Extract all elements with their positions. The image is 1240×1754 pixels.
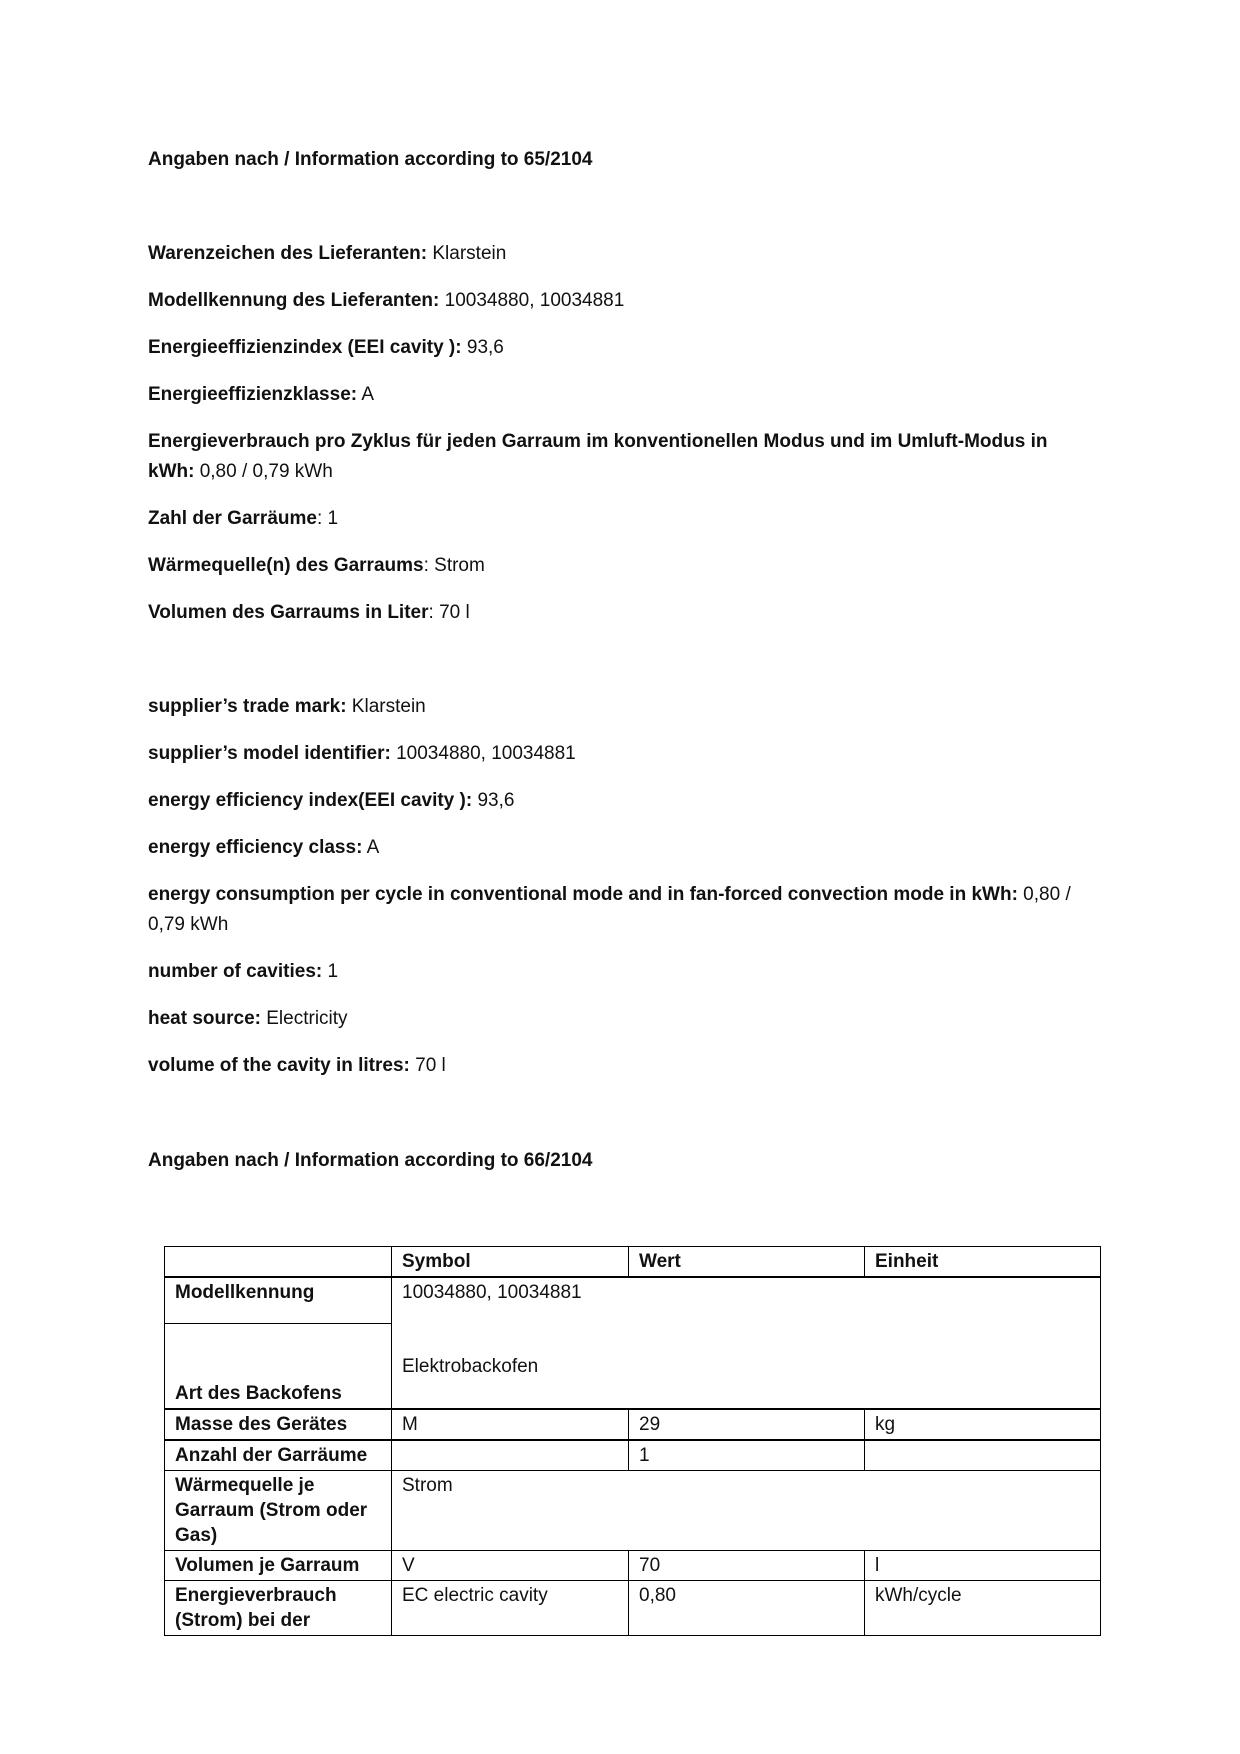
de-field-volume: Volumen des Garraums in Liter: 70 l xyxy=(148,602,470,623)
table-row-modellkennung-art xyxy=(165,1277,1101,1409)
symbol-energieverbrauch: EC electric cavity xyxy=(392,1581,629,1636)
label-art-des-backofens: Art des Backofens xyxy=(175,1383,342,1404)
label-energieverbrauch: Energieverbrauch (Strom) bei der xyxy=(165,1581,392,1636)
en-field-model-identifier: supplier’s model identifier: 10034880, 10034881 xyxy=(148,743,576,764)
section-heading-66-2104: Angaben nach / Information according to 66/2104 xyxy=(148,1150,593,1171)
label-waermequelle: Wärmequelle je Garraum (Strom oder Gas) xyxy=(165,1471,392,1551)
wert-volumen: 70 xyxy=(629,1551,865,1581)
label-art-wrapper xyxy=(165,1324,391,1408)
label-modellkennung: Modellkennung xyxy=(165,1278,391,1324)
wert-anzahl: 1 xyxy=(629,1440,865,1471)
symbol-volumen: V xyxy=(392,1551,629,1581)
de-field-energy-class: Energieeffizienzklasse: A xyxy=(148,384,374,405)
section-heading-65-2104: Angaben nach / Information according to 65/2104 xyxy=(148,149,593,170)
en-field-heat-source: heat source: Electricity xyxy=(148,1008,348,1029)
value-modellkennung: 10034880, 10034881 xyxy=(402,1282,582,1303)
specification-table xyxy=(164,1246,1101,1636)
header-cell-symbol: Symbol xyxy=(392,1247,629,1278)
en-field-volume: volume of the cavity in litres: 70 l xyxy=(148,1055,446,1076)
einheit-masse: kg xyxy=(865,1409,1101,1440)
einheit-volumen: l xyxy=(865,1551,1101,1581)
label-cell-split xyxy=(165,1277,392,1409)
en-field-trade-mark: supplier’s trade mark: Klarstein xyxy=(148,696,426,717)
table-row-anzahl xyxy=(165,1440,1101,1471)
header-cell-empty xyxy=(165,1247,392,1278)
en-field-energy-consumption: energy consumption per cycle in conventional mode and in fan-forced convection mode in kWh: 0,80 / 0,79 kWh xyxy=(148,884,1071,935)
de-field-heat-source: Wärmequelle(n) des Garraums: Strom xyxy=(148,555,485,576)
table-row-volumen xyxy=(165,1551,1101,1581)
table-row-masse xyxy=(165,1409,1101,1440)
value-art-des-backofens: Elektrobackofen xyxy=(402,1356,539,1377)
en-field-energy-class: energy efficiency class: A xyxy=(148,837,380,858)
table-row-waermequelle xyxy=(165,1471,1101,1551)
de-field-eei: Energieeffizienzindex (EEI cavity ): 93,6 xyxy=(148,337,504,358)
en-field-cavities: number of cavities: 1 xyxy=(148,961,339,982)
table-header-row xyxy=(165,1247,1101,1278)
symbol-anzahl xyxy=(392,1440,629,1471)
einheit-energieverbrauch: kWh/cycle xyxy=(865,1581,1101,1636)
table-row-energieverbrauch xyxy=(165,1581,1101,1636)
wert-masse: 29 xyxy=(629,1409,865,1440)
wert-energieverbrauch: 0,80 xyxy=(629,1581,865,1636)
symbol-masse: M xyxy=(392,1409,629,1440)
en-field-eei: energy efficiency index(EEI cavity ): 93,6 xyxy=(148,790,515,811)
de-field-trade-mark: Warenzeichen des Lieferanten: Klarstein xyxy=(148,243,507,264)
label-masse: Masse des Gerätes xyxy=(165,1409,392,1440)
de-field-model-identifier: Modellkennung des Lieferanten: 10034880, 10034881 xyxy=(148,290,625,311)
einheit-anzahl xyxy=(865,1440,1101,1471)
value-waermequelle: Strom xyxy=(392,1471,1101,1551)
de-field-energy-consumption: Energieverbrauch pro Zyklus für jeden Garraum im konventionellen Modus und im Umluft-Modus in kWh: 0,80 / 0,79 kWh xyxy=(148,431,1048,482)
label-anzahl: Anzahl der Garräume xyxy=(165,1440,392,1471)
header-cell-einheit: Einheit xyxy=(865,1247,1101,1278)
value-cell-modellkennung-art xyxy=(392,1277,1101,1409)
header-cell-wert: Wert xyxy=(629,1247,865,1278)
de-field-cavities: Zahl der Garräume: 1 xyxy=(148,508,339,529)
label-volumen: Volumen je Garraum xyxy=(165,1551,392,1581)
